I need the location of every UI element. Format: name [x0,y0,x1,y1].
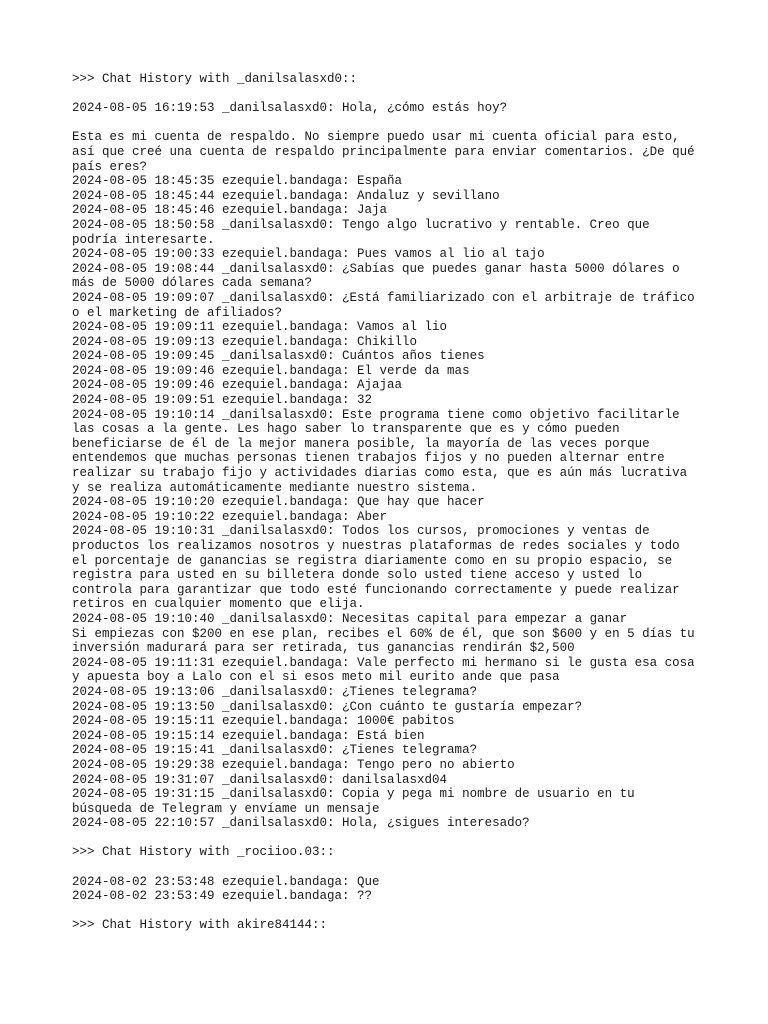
chat-log-line: 2024-08-05 19:13:06 _danilsalasxd0: ¿Tienes telegrama? [72,684,478,699]
chat-log-line: 2024-08-05 19:10:22 ezequiel.bandaga: Aber [72,509,388,524]
chat-log-line: entendemos que muchas personas tienen trabajos fijos y no pueden alternar entre [72,451,665,466]
chat-log-line: 2024-08-05 19:31:15 _danilsalasxd0: Copia y pega mi nombre de usuario en tu [72,787,635,802]
chat-log-line: 2024-08-05 19:09:45 _danilsalasxd0: Cuántos años tienes [72,349,485,364]
chat-log-line: 2024-08-05 19:10:31 _danilsalasxd0: Todos los cursos, promociones y ventas de [72,524,650,539]
chat-log-line: Esta es mi cuenta de respaldo. No siempre puedo usar mi cuenta oficial para esto, [72,130,680,145]
chat-log-line: retiros en cualquier momento que elija. [72,597,365,612]
chat-history-heading: >>> Chat History with _danilsalasxd0:: [72,72,358,86]
chat-log-line: 2024-08-05 18:45:35 ezequiel.bandaga: España [72,174,403,189]
chat-log-line: productos los realizamos nosotros y nuestras plataformas de redes sociales y todo [72,539,680,553]
chat-log-line: más de 5000 dólares cada semana? [72,276,313,291]
chat-log-line: búsqueda de Telegram y envíame un mensaje [72,801,380,816]
chat-log-line: 2024-08-05 18:50:58 _danilsalasxd0: Tengo algo lucrativo y rentable. Creo que [72,217,650,232]
chat-log-line: 2024-08-05 19:09:46 ezequiel.bandaga: Ajajaa [72,378,403,393]
chat-log-line: 2024-08-05 19:09:13 ezequiel.bandaga: Chikillo [72,334,418,349]
chat-log-line: 2024-08-05 19:13:50 _danilsalasxd0: ¿Con cuánto te gustaría empezar? [72,699,583,714]
chat-log-line: 2024-08-05 19:09:51 ezequiel.bandaga: 32 [72,393,373,408]
chat-log-line: Si empiezas con $200 en ese plan, recibes el 60% de él, que son $600 y en 5 días tu [72,626,695,641]
chat-log-line: 2024-08-05 19:15:41 _danilsalasxd0: ¿Tienes telegrama? [72,743,478,758]
chat-history-heading: >>> Chat History with _rociioo.03:: [72,845,335,860]
chat-log-line: 2024-08-05 18:45:46 ezequiel.bandaga: Jaja [72,203,388,218]
chat-log-line: 2024-08-02 23:53:49 ezequiel.bandaga: ?? [72,889,373,904]
chat-log-line: y se realiza automáticamente mediante nuestro sistema. [72,480,478,495]
chat-log-line: el porcentaje de ganancias se registra diariamente como en su propio espacio, se [72,553,673,568]
blank-line [72,87,712,102]
blank-line [72,860,712,875]
chat-log-line: así que creé una cuenta de respaldo principalmente para enviar comentarios. ¿De qué [72,144,695,159]
chat-log-line: controla para garantizar que todo esté funcionando correctamente y puede realizar [72,582,680,597]
chat-history-heading: >>> Chat History with akire84144:: [72,918,328,933]
chat-log-line: 2024-08-05 19:00:33 ezequiel.bandaga: Pues vamos al lio al tajo [72,247,545,262]
chat-log-line: 2024-08-02 23:53:48 ezequiel.bandaga: Que [72,874,380,889]
chat-log-line: y apuesta boy a Lalo con el si esos meto mil eurito ande que pasa [72,670,560,685]
chat-log-line: o el marketing de afiliados? [72,305,283,320]
chat-log-line: 2024-08-05 19:15:14 ezequiel.bandaga: Está bien [72,728,425,743]
chat-log-document [72,72,712,933]
chat-log-line: 2024-08-05 19:10:14 _danilsalasxd0: Este programa tiene como objetivo facilitarle [72,407,680,422]
chat-log-line: 2024-08-05 19:29:38 ezequiel.bandaga: Tengo pero no abierto [72,757,515,772]
chat-log-line: 2024-08-05 18:45:44 ezequiel.bandaga: Andaluz y sevillano [72,188,500,203]
chat-log-line: realizar su trabajo fijo y actividades diarias como esta, que es aún más lucrativa [72,466,688,481]
chat-log-line: 2024-08-05 19:15:11 ezequiel.bandaga: 1000€ pabitos [72,714,455,729]
chat-log-line: 2024-08-05 19:31:07 _danilsalasxd0: danilsalasxd04 [72,772,448,787]
chat-log-line: beneficiarse de él de la mejor manera posible, la mayoría de las veces porque [72,436,650,451]
blank-line [72,904,712,919]
chat-log-line: país eres? [72,159,148,174]
blank-line [72,116,712,131]
chat-log-line: registra para usted en su billetera donde solo usted tiene acceso y usted lo [72,568,643,583]
blank-line [72,831,712,846]
chat-log-line: 2024-08-05 16:19:53 _danilsalasxd0: Hola, ¿cómo estás hoy? [72,101,508,116]
chat-log-line: inversión madurará para ser retirada, tus ganancias rendirán $2,500 [72,641,575,656]
chat-log-line: podría interesarte. [72,232,215,247]
chat-log-line: 2024-08-05 19:09:46 ezequiel.bandaga: El verde da mas [72,363,470,378]
chat-log-line: 2024-08-05 19:08:44 _danilsalasxd0: ¿Sabías que puedes ganar hasta 5000 dólares o [72,261,680,276]
chat-log-line: 2024-08-05 19:10:20 ezequiel.bandaga: Que hay que hacer [72,495,485,510]
chat-log-line: 2024-08-05 19:10:40 _danilsalasxd0: Necesitas capital para empezar a ganar [72,611,628,626]
chat-log-line: 2024-08-05 19:09:11 ezequiel.bandaga: Vamos al lio [72,320,448,335]
chat-log-line: 2024-08-05 19:11:31 ezequiel.bandaga: Vale perfecto mi hermano si le gusta esa cosa [72,655,695,670]
chat-log-line: 2024-08-05 22:10:57 _danilsalasxd0: Hola, ¿sigues interesado? [72,816,530,831]
chat-log-line: 2024-08-05 19:09:07 _danilsalasxd0: ¿Está familiarizado con el arbitraje de tráfico [72,290,695,305]
chat-log-line: las cosas a la gente. Les hago saber lo transparente que es y cómo pueden [72,422,620,437]
